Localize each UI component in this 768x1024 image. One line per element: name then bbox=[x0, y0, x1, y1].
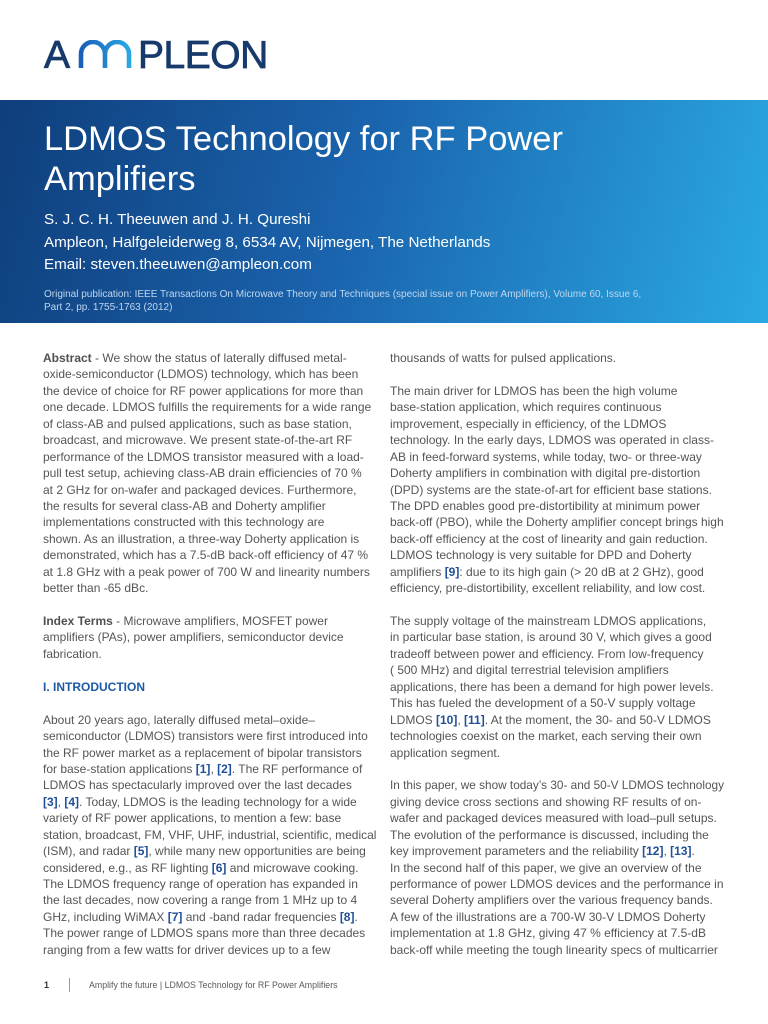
text-line bbox=[390, 514, 724, 530]
text-line bbox=[43, 580, 377, 596]
text-line-content: shown. As an illustration, a three-way Doherty application is bbox=[43, 531, 360, 546]
text-line bbox=[390, 482, 724, 498]
text-line bbox=[43, 383, 377, 399]
text-line-content: efficiency, pre-distortibility, excellent reliability, and low cost. bbox=[390, 581, 706, 596]
footer-divider bbox=[69, 978, 70, 992]
text-line-content bbox=[43, 761, 362, 777]
text-line-content: performance of the LDMOS transistor measured with a load- bbox=[43, 449, 364, 464]
text-run: - Microwave amplifiers, MOSFET power bbox=[112, 614, 328, 628]
text-line-content bbox=[43, 843, 366, 859]
text-line bbox=[43, 416, 377, 432]
text-line-content: (DPD) systems are the state-of-art for efficient base stations. bbox=[390, 482, 712, 497]
text-line bbox=[43, 810, 377, 826]
text-line-content: thousands of watts for pulsed applications. bbox=[390, 351, 617, 365]
text-run: GHz, including WiMAX bbox=[43, 909, 168, 924]
page-number: 1 bbox=[44, 980, 50, 990]
text-line bbox=[390, 662, 724, 678]
text-line bbox=[390, 383, 724, 399]
email-label: Email: bbox=[44, 256, 87, 273]
text-line-content: improvement, especially in efficiency, of the LDMOS bbox=[390, 416, 667, 431]
text-line-content: amplifiers (PAs), power amplifiers, semiconductor device bbox=[43, 630, 344, 645]
text-line bbox=[390, 777, 724, 793]
text-line-content: The power range of LDMOS spans more than three decades bbox=[43, 926, 366, 941]
text-run: key improvement parameters and the reliability bbox=[390, 844, 643, 859]
text-line-content: one decade. LDMOS fulfills the requirements for a wide range bbox=[43, 400, 372, 415]
citation-link[interactable]: [13] bbox=[670, 844, 692, 859]
text-line-content bbox=[390, 564, 704, 580]
text-line bbox=[43, 399, 377, 415]
text-line bbox=[390, 580, 724, 596]
citation-link[interactable]: [9] bbox=[444, 564, 460, 579]
email-line bbox=[44, 254, 724, 277]
citation-link[interactable]: [8] bbox=[339, 909, 355, 924]
text-line bbox=[43, 777, 377, 793]
text-line bbox=[390, 695, 724, 711]
page-footer bbox=[0, 978, 768, 992]
abstract-paragraph bbox=[43, 350, 377, 597]
citation-link[interactable]: [2] bbox=[217, 761, 232, 776]
text-line-content: implementation at 1.8 GHz, giving 47 % efficiency at 7.5-dB bbox=[390, 926, 706, 941]
text-line bbox=[44, 289, 734, 302]
text-line-content: variety of RF power applications, to mention a few: base bbox=[43, 811, 342, 826]
text-line bbox=[43, 432, 377, 448]
text-line-content: The LDMOS frequency range of operation has expanded in bbox=[43, 877, 358, 891]
text-line-content bbox=[43, 613, 328, 629]
text-line bbox=[390, 449, 724, 465]
text-line-content: The supply voltage of the mainstream LDMOS applications, bbox=[390, 614, 707, 628]
citation-link[interactable]: [4] bbox=[64, 794, 80, 809]
logo-m-glyph bbox=[78, 40, 132, 68]
citation-link[interactable]: [3] bbox=[43, 794, 58, 809]
introduction-paragraph-4 bbox=[390, 777, 724, 958]
text-line-content: This has fueled the development of a 50-V supply voltage bbox=[390, 696, 696, 711]
text-run: - We show the status of laterally diffused metal- bbox=[91, 351, 347, 365]
text-line-content: tradeoff between power and efficiency. From low-frequency bbox=[390, 646, 704, 661]
text-line-content: back-off while meeting the tough linearity specs of multicarrier bbox=[390, 942, 718, 957]
text-line-content: performance of power LDMOS devices and the performance in bbox=[390, 877, 724, 891]
text-line-content: ( 500 MHz) and digital terrestrial television amplifiers bbox=[390, 663, 669, 678]
text-line bbox=[390, 531, 724, 547]
left-column bbox=[43, 350, 377, 975]
text-line bbox=[43, 876, 377, 892]
title-banner bbox=[0, 100, 768, 323]
affiliation: Ampleon, Halfgeleiderweg 8, 6534 AV, Nijmegen, The Netherlands bbox=[44, 233, 491, 251]
citation-link[interactable]: [12] bbox=[642, 844, 664, 859]
text-line-content: ranging from a few watts for driver devices up to a few bbox=[43, 942, 331, 957]
text-line bbox=[43, 794, 377, 810]
text-line bbox=[390, 843, 724, 859]
text-line bbox=[43, 498, 377, 514]
text-line bbox=[390, 876, 724, 892]
footer-text: Amplify the future | LDMOS Technology for RF Power Amplifiers bbox=[89, 980, 338, 990]
text-line-content: the results for several class-AB and Doherty amplifier bbox=[43, 498, 326, 513]
ampleon-logo bbox=[44, 36, 268, 76]
introduction-paragraph-1 bbox=[43, 712, 377, 959]
text-line bbox=[43, 843, 377, 859]
text-line-content: Doherty amplifiers in combination with digital pre-distortion bbox=[390, 466, 701, 481]
text-line bbox=[43, 728, 377, 744]
text-line bbox=[390, 892, 724, 908]
text-line bbox=[43, 449, 377, 465]
text-line-content bbox=[43, 860, 359, 876]
text-line-content: In this paper, we show today’s 30- and 50-V LDMOS technology bbox=[390, 778, 724, 793]
text-line-content bbox=[43, 794, 357, 810]
citation-link[interactable]: [5] bbox=[133, 844, 149, 859]
text-line bbox=[390, 564, 724, 580]
text-line bbox=[390, 860, 724, 876]
text-line bbox=[390, 909, 724, 925]
text-line-content: semiconductor (LDMOS) transistors were first introduced into bbox=[43, 729, 368, 744]
text-line-content bbox=[390, 712, 711, 728]
text-line-content: wafer and packaged devices measured with load–pull setups. bbox=[390, 811, 717, 826]
text-line-content: the device of choice for RF power applications for more than bbox=[43, 383, 364, 398]
text-line-content: application segment. bbox=[390, 745, 501, 760]
text-line-content: at 1.8 GHz with a peak power of 700 W and linearity numbers bbox=[43, 564, 370, 579]
text-line bbox=[390, 679, 724, 695]
text-line-content: pull test setup, achieving class-AB drain efficiencies of 70 % bbox=[43, 466, 362, 481]
text-line bbox=[43, 465, 377, 481]
text-line bbox=[43, 925, 377, 941]
text-line-content: demonstrated, which has a 7.5-dB back-off efficiency of 47 % bbox=[43, 548, 369, 563]
text-line bbox=[390, 613, 724, 629]
text-line bbox=[43, 564, 377, 580]
text-line bbox=[390, 728, 724, 744]
text-line-content: fabrication. bbox=[43, 646, 102, 661]
text-line-content: The main driver for LDMOS has been the high volume bbox=[390, 383, 678, 398]
text-line bbox=[390, 712, 724, 728]
citation-link[interactable]: [10] bbox=[436, 712, 458, 727]
text-run: , bbox=[457, 712, 465, 727]
text-line-content: of class-AB and pulsed applications, such as base station, bbox=[43, 416, 352, 431]
text-line bbox=[390, 810, 724, 826]
text-line-content: at 2 GHz for on-wafer and packaged devices. Furthermore, bbox=[43, 482, 357, 497]
text-line-content: station, broadcast, FM, VHF, UHF, industrial, scientific, medical bbox=[43, 827, 377, 842]
text-line bbox=[43, 350, 377, 366]
introduction-paragraph-2 bbox=[390, 383, 724, 597]
paper-title: LDMOS Technology for RF Power Amplifiers bbox=[44, 120, 563, 198]
text-line bbox=[390, 498, 724, 514]
text-line-content: LDMOS technology is very suitable for DPD and Doherty bbox=[390, 548, 692, 563]
text-line bbox=[43, 366, 377, 382]
text-line-content: giving device cross sections and showing RF results of on- bbox=[390, 794, 702, 809]
text-line bbox=[390, 794, 724, 810]
text-line bbox=[43, 547, 377, 563]
authors: S. J. C. H. Theeuwen and J. H. Qureshi bbox=[44, 211, 311, 228]
text-run: . The RF performance of bbox=[231, 761, 363, 776]
text-line bbox=[390, 827, 724, 843]
text-line-content: In the second half of this paper, we give an overview of the bbox=[390, 860, 702, 875]
text-line bbox=[43, 531, 377, 547]
text-line bbox=[43, 909, 377, 925]
text-line-content: better than -65 dBc. bbox=[43, 581, 149, 596]
text-line bbox=[390, 465, 724, 481]
text-line bbox=[43, 745, 377, 761]
text-line bbox=[43, 892, 377, 908]
text-line-content: in particular base station, is around 30 V, which gives a good bbox=[390, 630, 712, 645]
text-line-content: back-off (PBO), while the Doherty amplifier concept brings high bbox=[390, 515, 724, 530]
right-column bbox=[390, 350, 724, 975]
run-in-label: Abstract bbox=[43, 351, 92, 365]
author-block bbox=[44, 209, 724, 277]
text-line bbox=[43, 646, 377, 662]
text-line bbox=[43, 942, 377, 958]
text-line-content: About 20 years ago, laterally diffused metal–oxide– bbox=[43, 712, 315, 727]
text-run: for base-station applications bbox=[43, 761, 196, 776]
text-line bbox=[390, 432, 724, 448]
text-run: , bbox=[663, 844, 671, 859]
text-line-content: applications, there has been a demand for high power levels. bbox=[390, 679, 714, 694]
text-line bbox=[43, 629, 377, 645]
text-run: . Today, LDMOS is the leading technology for a wide bbox=[79, 794, 357, 809]
citation-link[interactable]: [7] bbox=[167, 909, 183, 924]
text-line bbox=[43, 827, 377, 843]
text-line bbox=[43, 761, 377, 777]
text-line bbox=[390, 745, 724, 761]
text-run: : due to its high gain (> 20 dB at 2 GHz), good bbox=[459, 564, 704, 579]
text-line-content: oxide-semiconductor (LDMOS) technology, which has been bbox=[43, 367, 359, 382]
text-line-content: Part 2, pp. 1755-1763 (2012) bbox=[44, 301, 173, 313]
text-line bbox=[390, 629, 724, 645]
text-run: , bbox=[57, 794, 65, 809]
text-line-content: back-off efficiency at the cost of linearity and gain reduction. bbox=[390, 531, 708, 546]
text-run: and -band radar frequencies bbox=[182, 909, 340, 924]
citation-link[interactable]: [11] bbox=[464, 712, 485, 727]
introduction-paragraph-1-continued bbox=[390, 350, 724, 366]
citation-link[interactable]: [6] bbox=[211, 860, 227, 875]
text-line-content bbox=[390, 843, 695, 859]
text-line bbox=[43, 613, 377, 629]
text-run: LDMOS bbox=[390, 712, 437, 727]
text-line-content: A few of the illustrations are a 700-W 30-V LDMOS Doherty bbox=[390, 909, 706, 924]
text-line bbox=[390, 399, 724, 415]
citation-link[interactable]: [1] bbox=[195, 761, 211, 776]
text-line-content bbox=[43, 909, 358, 925]
text-run: considered, e.g., as RF lighting bbox=[43, 860, 212, 875]
text-line bbox=[43, 514, 377, 530]
text-line-content: base-station application, which requires continuous bbox=[390, 400, 662, 415]
text-line-content: several Doherty amplifiers over the various frequency bands. bbox=[390, 893, 713, 908]
text-line-content: the RF power market as a replacement of bipolar transistors bbox=[43, 745, 362, 760]
text-line-content: AB in feed-forward systems, while today, two- or three-way bbox=[390, 449, 702, 464]
original-publication-note bbox=[44, 289, 734, 314]
run-in-label: Index Terms bbox=[43, 614, 113, 628]
text-run: amplifiers bbox=[390, 564, 445, 579]
text-line bbox=[390, 646, 724, 662]
text-run: . bbox=[354, 909, 358, 924]
text-line bbox=[390, 416, 724, 432]
introduction-paragraph-3 bbox=[390, 613, 724, 761]
index-terms-paragraph bbox=[43, 613, 377, 662]
text-line bbox=[43, 712, 377, 728]
email-link[interactable]: steven.theeuwen@ampleon.com bbox=[90, 256, 312, 273]
text-line-content: The DPD enables good pre-distortibility at minimum power bbox=[390, 498, 701, 513]
text-line bbox=[390, 547, 724, 563]
text-line bbox=[390, 942, 724, 958]
text-line bbox=[390, 350, 724, 366]
text-run: , while many new opportunities are being bbox=[148, 844, 366, 859]
text-line-content: broadcast, and microwave. We present state-of-the-art RF bbox=[43, 433, 353, 448]
text-run: , bbox=[210, 761, 218, 776]
section-heading-introduction: I. INTRODUCTION bbox=[43, 679, 145, 694]
text-run: . At the moment, the 30- and 50-V LDMOS bbox=[484, 712, 711, 727]
text-line-content: technologies coexist on the market, each serving their own bbox=[390, 729, 702, 744]
text-line bbox=[390, 925, 724, 941]
text-line bbox=[44, 302, 734, 315]
text-line-content: technology. In the early days, LDMOS was operated in class- bbox=[390, 433, 714, 448]
text-run: and microwave cooking. bbox=[226, 860, 359, 875]
logo-letters-pleon: PLEON bbox=[138, 34, 268, 77]
text-line-content: Original publication: IEEE Transactions On Microwave Theory and Techniques (special issue on Power Amplifiers), Volume 60, Issue 6, bbox=[44, 289, 642, 300]
text-run: (ISM), and radar bbox=[43, 844, 134, 859]
text-line bbox=[43, 482, 377, 498]
logo-letter-a: A bbox=[44, 34, 71, 77]
text-run: . bbox=[691, 844, 695, 859]
text-line-content bbox=[43, 350, 347, 366]
text-line bbox=[43, 860, 377, 876]
text-line-content: implementations constructed with this technology are bbox=[43, 515, 325, 530]
text-line-content: LDMOS has spectacularly improved over the last decades bbox=[43, 778, 352, 793]
text-line-content: the last decades, now covering a range from 1 MHz up to 4 bbox=[43, 893, 358, 908]
text-line-content: The evolution of the performance is discussed, including the bbox=[390, 827, 709, 842]
